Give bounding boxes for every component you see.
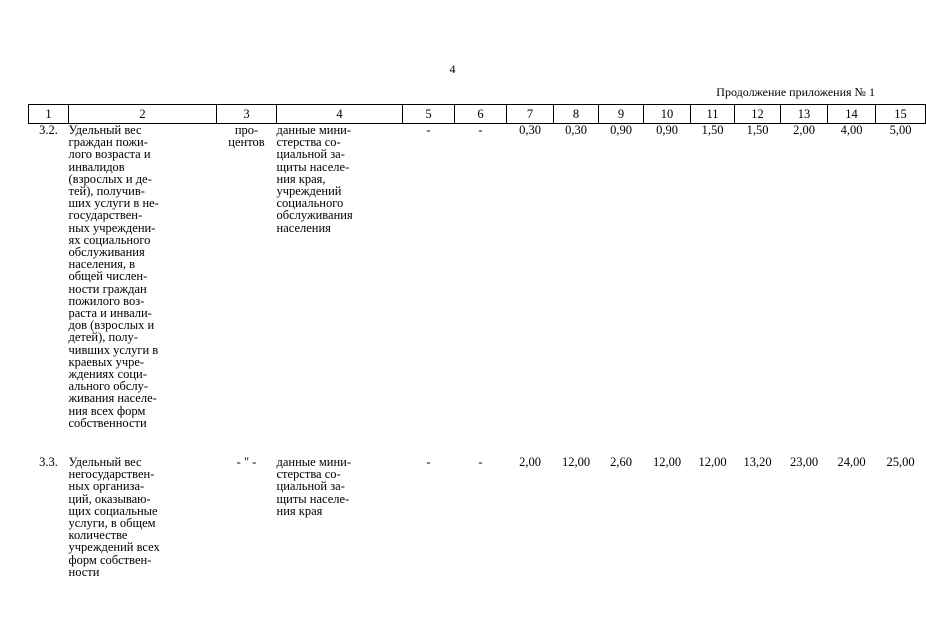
value-cell: - bbox=[478, 123, 483, 137]
description-line: инвалидов bbox=[68, 159, 125, 174]
source-line: стерства со- bbox=[276, 135, 341, 150]
value-cell: 5,00 bbox=[889, 123, 912, 137]
column-header: 12 bbox=[735, 105, 781, 124]
column-header: 7 bbox=[507, 105, 554, 124]
column-header: 5 bbox=[403, 105, 455, 124]
description-line: раста и инвали- bbox=[68, 306, 152, 321]
continuation-caption: Продолжение приложения № 1 bbox=[716, 85, 875, 99]
description-line: краевых учре- bbox=[68, 354, 145, 369]
description-line: ждениях соци- bbox=[68, 367, 147, 382]
data-source bbox=[277, 124, 403, 457]
source-line: населения bbox=[276, 220, 331, 235]
row-number: 3.2. bbox=[39, 123, 58, 137]
value-cell: 25,00 bbox=[886, 455, 915, 469]
description-line: обслуживания bbox=[68, 245, 145, 260]
source-line: стерства со- bbox=[276, 467, 341, 482]
description-line: ности bbox=[68, 564, 100, 579]
description-line: ях социального bbox=[68, 232, 151, 247]
description-line: (взрослых и де- bbox=[68, 171, 152, 186]
source-line: данные мини- bbox=[276, 455, 351, 469]
value-cell: 24,00 bbox=[837, 455, 866, 469]
description-line: учреждений всех bbox=[68, 540, 160, 555]
value-cell: 1,50 bbox=[746, 123, 769, 137]
description-line: ния всех форм bbox=[68, 403, 146, 418]
unit-line: центов bbox=[228, 135, 265, 150]
source-line: учреждений bbox=[276, 184, 342, 199]
source-line: щиты населе- bbox=[276, 159, 350, 174]
column-header: 10 bbox=[644, 105, 691, 124]
description-line: ших услуги в не- bbox=[68, 196, 159, 211]
description-line: детей), полу- bbox=[68, 330, 138, 345]
column-header: 9 bbox=[599, 105, 644, 124]
column-header: 6 bbox=[455, 105, 507, 124]
value-cell: 4,00 bbox=[840, 123, 863, 137]
unit-of-measure bbox=[217, 124, 277, 457]
table-row bbox=[29, 456, 926, 596]
description-line: форм собствен- bbox=[68, 552, 152, 567]
unit-of-measure bbox=[217, 456, 277, 596]
description-line: государствен- bbox=[68, 208, 143, 223]
source-line: циальной за- bbox=[276, 479, 345, 494]
column-header: 3 bbox=[217, 105, 277, 124]
page-number: 4 bbox=[449, 62, 456, 76]
description-line: граждан пожи- bbox=[68, 135, 148, 150]
description-line: собственности bbox=[68, 415, 147, 430]
source-line: щиты населе- bbox=[276, 491, 350, 506]
source-line: ния края bbox=[276, 503, 323, 518]
indicator-description bbox=[69, 124, 217, 457]
value-cell: - bbox=[478, 455, 483, 469]
column-header: 1 bbox=[29, 105, 69, 124]
column-header: 13 bbox=[781, 105, 828, 124]
value-cell: 12,00 bbox=[561, 455, 591, 469]
description-line: дов (взрослых и bbox=[68, 318, 155, 333]
row-number: 3.3. bbox=[39, 455, 58, 469]
value-cell: 0,90 bbox=[610, 123, 632, 137]
header-row bbox=[29, 105, 926, 124]
table-row bbox=[29, 124, 926, 457]
description-line: ных организа- bbox=[68, 479, 145, 494]
description-line: щих социальные bbox=[68, 503, 158, 518]
value-cell: 2,00 bbox=[519, 455, 541, 469]
value-cell: - bbox=[426, 123, 431, 137]
value-cell: 12,00 bbox=[652, 455, 682, 469]
unit-line: - " - bbox=[236, 455, 257, 469]
value-cell: 12,00 bbox=[698, 455, 727, 469]
description-line: лого возраста и bbox=[68, 147, 151, 162]
description-line: живания населе- bbox=[68, 391, 157, 406]
column-header: 4 bbox=[277, 105, 403, 124]
unit-line: про- bbox=[234, 123, 259, 137]
description-line: общей числен- bbox=[68, 269, 148, 284]
description-line: Удельный вес bbox=[68, 123, 142, 137]
value-cell: 0,90 bbox=[656, 123, 678, 137]
column-header: 15 bbox=[876, 105, 926, 124]
source-line: данные мини- bbox=[276, 123, 351, 137]
column-header: 8 bbox=[554, 105, 599, 124]
description-line: пожилого воз- bbox=[68, 293, 145, 308]
description-line: населения, в bbox=[68, 257, 136, 272]
description-line: ций, оказываю- bbox=[68, 491, 151, 506]
column-header: 14 bbox=[828, 105, 876, 124]
value-cell: 0,30 bbox=[519, 123, 541, 137]
value-cell: 2,00 bbox=[793, 123, 815, 137]
appendix-table bbox=[28, 104, 926, 596]
source-line: циальной за- bbox=[276, 147, 345, 162]
description-line: чивших услуги в bbox=[68, 342, 159, 357]
description-line: ных учреждени- bbox=[68, 220, 156, 235]
source-line: социального bbox=[276, 196, 344, 211]
value-cell: 0,30 bbox=[565, 123, 587, 137]
source-line: обслуживания bbox=[276, 208, 353, 223]
source-line: ния края, bbox=[276, 171, 326, 186]
value-cell: 13,20 bbox=[743, 455, 772, 469]
column-header: 2 bbox=[69, 105, 217, 124]
value-cell: 2,60 bbox=[610, 455, 632, 469]
indicator-description bbox=[69, 456, 217, 596]
value-cell: 23,00 bbox=[789, 455, 819, 469]
description-line: ности граждан bbox=[68, 281, 147, 296]
value-cell: 1,50 bbox=[701, 123, 724, 137]
description-line: негосударствен- bbox=[68, 467, 155, 482]
description-line: Удельный вес bbox=[68, 455, 142, 469]
description-line: количестве bbox=[68, 528, 128, 543]
data-source bbox=[277, 456, 403, 596]
column-header: 11 bbox=[691, 105, 735, 124]
description-line: тей), получив- bbox=[68, 184, 145, 199]
description-line: ального обслу- bbox=[68, 379, 149, 394]
description-line: услуги, в общем bbox=[68, 516, 156, 531]
value-cell: - bbox=[426, 455, 431, 469]
